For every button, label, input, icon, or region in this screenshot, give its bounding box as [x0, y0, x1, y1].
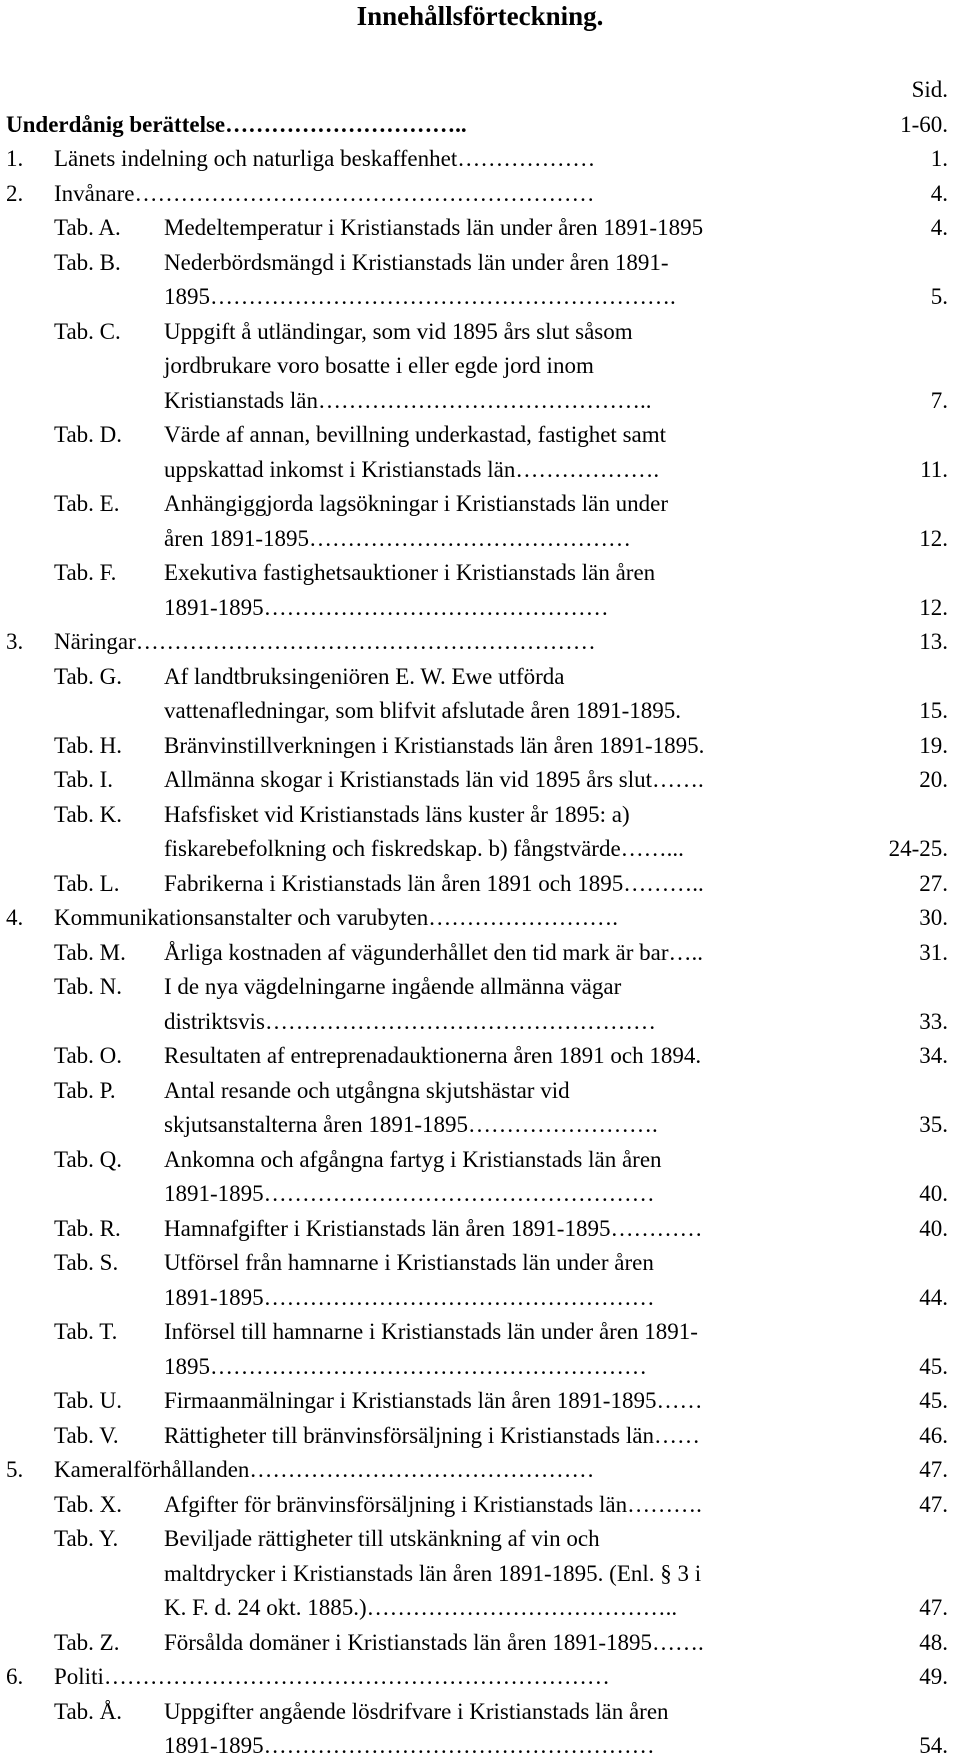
page-number: 48. [919, 1629, 948, 1655]
entry-title: Politi………………………………………………………… [54, 1664, 610, 1689]
table-label: Tab. X. [54, 1491, 123, 1517]
toc-entry [6, 729, 960, 764]
toc-entry [6, 108, 960, 143]
page-number: 11. [920, 456, 948, 482]
toc-entry [6, 660, 960, 695]
entry-title: Kommunikationsanstalter och varubyten……………………. [54, 905, 619, 930]
entry-title: 1895……………………………………………………. [164, 284, 676, 309]
table-label: Tab. U. [54, 1388, 123, 1413]
toc-entry [6, 556, 960, 591]
entry-title: Allmänna skogar i Kristianstads län vid 1895 års slut……. [164, 767, 704, 792]
toc-entry [6, 1281, 960, 1316]
section-number: 3. [6, 629, 24, 654]
entry-title: 1891-1895…………………………………………… [164, 1733, 655, 1758]
toc-entry [6, 522, 960, 557]
entry-title: Afgifter för bränvinsförsäljning i Kristianstads län………. [164, 1491, 702, 1517]
page-number: 19. [919, 732, 948, 758]
table-label: Tab. Q. [54, 1146, 123, 1172]
entry-title: Hafsfisket vid Kristianstads läns kuster år 1895: a) [164, 801, 630, 827]
table-label: Tab. O. [54, 1043, 123, 1068]
table-label: Tab. R. [54, 1215, 121, 1241]
entry-title: Resultaten af entreprenadauktionerna åren 1891 och 1894. [164, 1043, 702, 1068]
toc-entry [6, 694, 960, 729]
page-number: 47. [919, 1457, 948, 1482]
toc-entry [6, 1108, 960, 1143]
toc-entry [6, 936, 960, 971]
entry-title: Nederbördsmängd i Kristianstads län under åren 1891- [164, 249, 669, 275]
entry-title: Ankomna och afgångna fartyg i Kristianstads län åren [164, 1146, 662, 1172]
page-column-header-row [6, 73, 960, 108]
page-number: 47. [919, 1595, 948, 1620]
entry-title: 1895………………………………………………… [164, 1353, 647, 1379]
table-label: Tab. C. [54, 318, 121, 344]
entry-title: Försålda domäner i Kristianstads län åren 1891-1895……. [164, 1629, 704, 1655]
toc-entry [6, 763, 960, 798]
toc-entry [6, 1350, 960, 1385]
entry-title: Uppgift å utländingar, som vid 1895 års slut såsom [164, 318, 633, 344]
entry-title: Årliga kostnaden af vägunderhållet den tid mark är bar….. [164, 939, 704, 965]
page-number: 45. [919, 1388, 948, 1413]
toc-entry [6, 1384, 960, 1419]
table-label: Tab. B. [54, 249, 121, 275]
toc-entry [6, 901, 960, 936]
entry-title: fiskarebefolkning och fiskredskap. b) fångstvärde……... [164, 836, 684, 861]
table-label: Tab. L. [54, 870, 120, 896]
toc-entry [6, 1419, 960, 1454]
entry-title: I de nya vägdelningarne ingående allmänna vägar [164, 974, 622, 999]
table-label: Tab. H. [54, 732, 123, 758]
entry-title: Bränvinstillverkningen i Kristianstads län åren 1891-1895. [164, 732, 705, 758]
entry-title: Uppgifter angående lösdrifvare i Kristianstads län åren [164, 1698, 669, 1724]
entry-title: 1891-1895…………………………………………… [164, 1181, 655, 1206]
table-label: Tab. A. [54, 215, 121, 240]
toc-entry [6, 418, 960, 453]
toc-entry [6, 1315, 960, 1350]
page-number: 30. [919, 905, 948, 930]
page-number: 31. [919, 939, 948, 965]
table-label: Tab. Z. [54, 1629, 120, 1655]
table-label: Tab. P. [54, 1077, 116, 1103]
entry-title: Exekutiva fastighetsauktioner i Kristianstads län åren [164, 560, 656, 585]
toc-entry [6, 177, 960, 212]
entry-title: vattenafledningar, som blifvit afslutade åren 1891-1895. [164, 698, 682, 723]
toc-entry [6, 798, 960, 833]
page-number: 4. [930, 180, 948, 206]
table-label: Tab. N. [54, 974, 123, 999]
table-label: Tab. Y. [54, 1526, 119, 1551]
page-title: Innehållsförteckning. [356, 1, 604, 31]
toc-entry [6, 832, 960, 867]
table-label: Tab. T. [54, 1319, 118, 1344]
toc-entry [6, 1695, 960, 1730]
entry-title: 1891-1895……………………………………… [164, 594, 609, 620]
table-label: Tab. M. [54, 939, 126, 965]
page-column-header: Sid. [911, 77, 948, 102]
table-label: Tab. I. [54, 767, 114, 792]
toc-entry [6, 1488, 960, 1523]
entry-title: Medeltemperatur i Kristianstads län under åren 1891-1895 [164, 215, 704, 240]
page-number: 4. [930, 215, 948, 240]
toc-entry [6, 453, 960, 488]
toc-entry [6, 1660, 960, 1695]
toc-entry [6, 591, 960, 626]
toc-entry [6, 1453, 960, 1488]
entry-title: K. F. d. 24 okt. 1885.)………………………………….. [164, 1595, 678, 1620]
entry-title: Af landtbruksingeniören E. W. Ewe utförda [164, 663, 565, 689]
table-label: Tab. V. [54, 1422, 119, 1448]
page-number: 20. [919, 767, 948, 792]
page-number: 40. [919, 1215, 948, 1241]
entry-title: Värde af annan, bevillning underkastad, fastighet samt [164, 422, 667, 447]
section-number: 4. [6, 905, 24, 930]
toc-entry [6, 384, 960, 419]
toc-entry [6, 1729, 960, 1764]
toc-entry [6, 1591, 960, 1626]
page-number: 5. [930, 284, 948, 309]
entry-title: Hamnafgifter i Kristianstads län åren 1891-1895………… [164, 1215, 703, 1241]
page-number: 12. [919, 525, 948, 551]
toc-entry [6, 349, 960, 384]
entry-title: Underdånig berättelse………………………….. [6, 111, 467, 137]
entry-title: Fabrikerna i Kristianstads län åren 1891 och 1895……….. [164, 870, 704, 896]
toc-entry [6, 1177, 960, 1212]
section-number: 5. [6, 1457, 24, 1482]
toc-entry [6, 246, 960, 281]
page-number: 44. [919, 1284, 948, 1310]
toc-rows [6, 108, 960, 1764]
entry-title: Invånare…………………………………………………… [54, 180, 595, 206]
page-number: 24-25. [888, 836, 948, 861]
entry-title: Införsel till hamnarne i Kristianstads län under åren 1891- [164, 1319, 698, 1344]
entry-title: Länets indelning och naturliga beskaffenhet……………… [54, 146, 596, 171]
toc-entry [6, 1143, 960, 1178]
entry-title: uppskattad inkomst i Kristianstads län………………. [164, 456, 660, 482]
entry-title: maltdrycker i Kristianstads län åren 1891-1895. (Enl. § 3 i [164, 1560, 702, 1586]
toc-entry [6, 1074, 960, 1109]
entry-title: jordbrukare voro bosatte i eller egde jord inom [164, 353, 594, 378]
page-number: 49. [919, 1664, 948, 1689]
toc-entry [6, 1626, 960, 1661]
toc-entry [6, 867, 960, 902]
toc-entry [6, 970, 960, 1005]
entry-title: Antal resande och utgångna skjutshästar vid [164, 1077, 570, 1103]
toc-entry [6, 625, 960, 660]
toc-entry [6, 142, 960, 177]
table-label: Tab. S. [54, 1250, 119, 1275]
page-number: 54. [919, 1733, 948, 1758]
section-number: 6. [6, 1664, 24, 1689]
toc-entry [6, 487, 960, 522]
page-number: 27. [919, 870, 948, 896]
entry-title: Beviljade rättigheter till utskänkning af vin och [164, 1526, 600, 1551]
toc-entry [6, 315, 960, 350]
entry-title: Anhängiggjorda lagsökningar i Kristianstads län under [164, 491, 668, 516]
toc-entry [6, 1212, 960, 1247]
table-label: Tab. D. [54, 422, 123, 447]
toc-entry [6, 211, 960, 246]
page-number: 7. [930, 387, 948, 413]
page-number: 40. [919, 1181, 948, 1206]
entry-title: Näringar…………………………………………………… [54, 629, 596, 654]
page-number: 46. [919, 1422, 948, 1448]
toc-entry [6, 1522, 960, 1557]
entry-title: Firmaanmälningar i Kristianstads län åren 1891-1895…… [164, 1388, 703, 1413]
table-label: Tab. K. [54, 801, 123, 827]
toc-entry [6, 1005, 960, 1040]
toc-entry [6, 1557, 960, 1592]
entry-title: distriktsvis…………………………………………… [164, 1008, 656, 1034]
page-number: 1. [930, 146, 948, 171]
entry-title: Rättigheter till bränvinsförsäljning i Kristianstads län…… [164, 1422, 700, 1448]
section-number: 1. [6, 146, 24, 171]
page-number: 34. [919, 1043, 948, 1068]
toc-entry [6, 280, 960, 315]
entry-title: skjutsanstalterna åren 1891-1895……………………. [164, 1112, 658, 1137]
page-number: 12. [919, 594, 948, 620]
toc-entry [6, 1246, 960, 1281]
page-number: 35. [919, 1112, 948, 1137]
toc-entry [6, 1039, 960, 1074]
entry-title: 1891-1895…………………………………………… [164, 1284, 655, 1310]
entry-title: Kameralförhållanden……………………………………… [54, 1457, 595, 1482]
table-label: Tab. F. [54, 560, 117, 585]
table-of-contents [6, 73, 960, 1764]
section-number: 2. [6, 180, 24, 206]
page-number: 1-60. [900, 111, 948, 137]
page-number: 33. [919, 1008, 948, 1034]
table-label: Tab. G. [54, 663, 123, 689]
page-number: 45. [919, 1353, 948, 1379]
entry-title: Kristianstads län…………………………………….. [164, 387, 652, 413]
entry-title: Utförsel från hamnarne i Kristianstads län under åren [164, 1250, 654, 1275]
page-number: 15. [919, 698, 948, 723]
entry-title: åren 1891-1895…………………………………… [164, 525, 631, 551]
table-label: Tab. Å. [54, 1698, 123, 1724]
table-label: Tab. E. [54, 491, 120, 516]
page-number: 47. [919, 1491, 948, 1517]
page-number: 13. [919, 629, 948, 654]
